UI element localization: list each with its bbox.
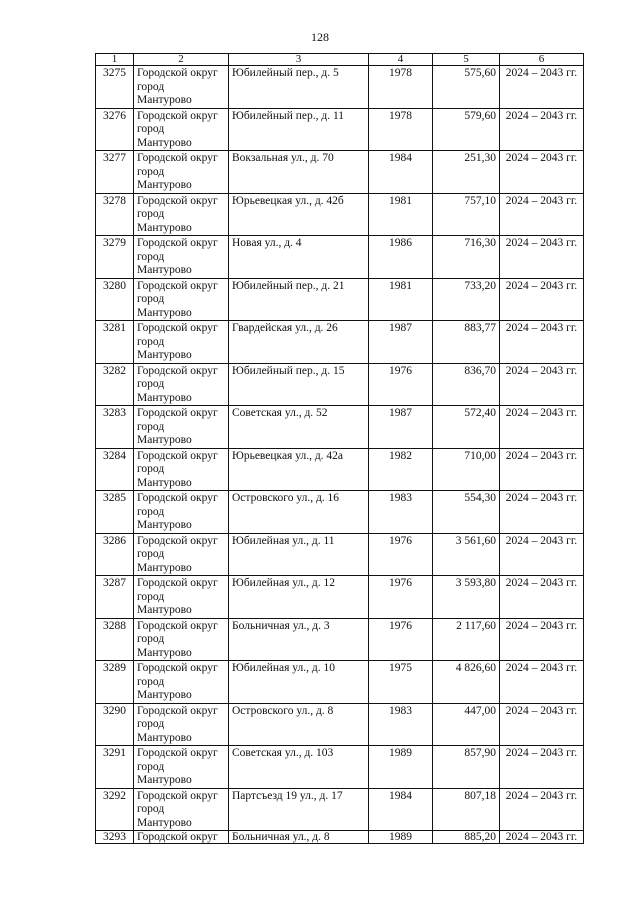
municipality-name-line: Мантурово <box>137 94 192 106</box>
table-row <box>96 406 584 449</box>
municipality-name-line: Городской округ <box>137 831 218 843</box>
address-cell: Юбилейная ул., д. 11 <box>229 533 369 576</box>
municipality-cell <box>134 66 229 109</box>
period-cell: 2024 – 2043 гг. <box>500 618 584 661</box>
period-cell: 2024 – 2043 гг. <box>500 278 584 321</box>
year-cell: 1989 <box>369 746 433 789</box>
period-cell: 2024 – 2043 гг. <box>500 151 584 194</box>
municipality-name-line: город <box>137 718 165 730</box>
area-cell: 447,00 <box>433 703 500 746</box>
municipality-name-line: Городской округ <box>137 364 218 377</box>
area-cell: 885,20 <box>433 831 500 844</box>
table-row <box>96 703 584 746</box>
table-row <box>96 576 584 619</box>
municipality-name-line: Мантурово <box>137 816 192 829</box>
municipality-name-line: город <box>137 378 165 390</box>
municipality-name-line: Мантурово <box>137 689 192 701</box>
row-number-cell: 3281 <box>96 321 134 364</box>
year-cell: 1983 <box>369 703 433 746</box>
column-header-1: 1 <box>96 54 134 66</box>
column-header-4: 4 <box>369 54 433 66</box>
address-cell: Юбилейный пер., д. 11 <box>229 108 369 151</box>
municipality-cell <box>134 321 229 364</box>
table-row <box>96 661 584 704</box>
municipality-cell <box>134 193 229 236</box>
municipality-cell <box>134 278 229 321</box>
municipality-name-line: Городской округ <box>137 194 218 207</box>
area-cell: 3 561,60 <box>433 533 500 576</box>
row-number-cell: 3278 <box>96 193 134 236</box>
table-header <box>96 54 584 66</box>
municipality-cell <box>134 236 229 279</box>
municipality-name-line: Мантурово <box>137 604 192 616</box>
table-row <box>96 491 584 534</box>
area-cell: 251,30 <box>433 151 500 194</box>
address-cell: Островского ул., д. 8 <box>229 703 369 746</box>
table-body <box>96 66 584 844</box>
area-cell: 807,18 <box>433 788 500 831</box>
municipality-cell <box>134 831 229 844</box>
year-cell: 1976 <box>369 576 433 619</box>
area-cell: 710,00 <box>433 448 500 491</box>
municipality-name-line: город <box>137 505 165 518</box>
address-cell: Юбилейный пер., д. 5 <box>229 66 369 109</box>
row-number-cell: 3275 <box>96 66 134 109</box>
table-row <box>96 278 584 321</box>
period-cell: 2024 – 2043 гг. <box>500 321 584 364</box>
column-header-5: 5 <box>433 54 500 66</box>
year-cell: 1976 <box>369 533 433 576</box>
municipality-name-line: город <box>137 633 165 645</box>
municipality-cell <box>134 661 229 704</box>
municipality-name-line: Городской округ <box>137 322 218 334</box>
municipality-cell <box>134 151 229 194</box>
table-row <box>96 788 584 831</box>
row-number-cell: 3291 <box>96 746 134 789</box>
municipality-name-line: город <box>137 675 165 688</box>
period-cell: 2024 – 2043 гг. <box>500 491 584 534</box>
area-cell: 3 593,80 <box>433 576 500 619</box>
year-cell: 1978 <box>369 66 433 109</box>
table-row <box>96 66 584 109</box>
municipality-name-line: Городской округ <box>137 619 218 632</box>
address-cell: Советская ул., д. 103 <box>229 746 369 789</box>
address-cell: Больничная ул., д. 8 <box>229 831 369 844</box>
address-cell: Вокзальная ул., д. 70 <box>229 151 369 194</box>
address-cell: Юбилейный пер., д. 15 <box>229 363 369 406</box>
row-number-cell: 3279 <box>96 236 134 279</box>
municipality-name-line: город <box>137 80 165 93</box>
period-cell: 2024 – 2043 гг. <box>500 108 584 151</box>
municipality-name-line: Городской округ <box>137 704 218 717</box>
area-cell: 716,30 <box>433 236 500 279</box>
column-header-6: 6 <box>500 54 584 66</box>
municipality-name-line: Мантурово <box>137 561 192 574</box>
area-cell: 579,60 <box>433 108 500 151</box>
municipality-name-line: город <box>137 208 165 220</box>
municipality-name-line: Мантурово <box>137 306 192 319</box>
year-cell: 1976 <box>369 618 433 661</box>
municipality-cell <box>134 618 229 661</box>
municipality-name-line: город <box>137 803 165 815</box>
address-cell: Больничная ул., д. 3 <box>229 618 369 661</box>
area-cell: 4 826,60 <box>433 661 500 704</box>
row-number-cell: 3284 <box>96 448 134 491</box>
year-cell: 1976 <box>369 363 433 406</box>
table-row <box>96 321 584 364</box>
municipality-name-line: Мантурово <box>137 731 192 744</box>
municipality-name-line: Городской округ <box>137 449 218 462</box>
municipality-name-line: Городской округ <box>137 152 218 164</box>
municipality-cell <box>134 448 229 491</box>
year-cell: 1981 <box>369 278 433 321</box>
area-cell: 757,10 <box>433 193 500 236</box>
period-cell: 2024 – 2043 гг. <box>500 406 584 449</box>
municipality-name-line: Городской округ <box>137 534 218 547</box>
period-cell: 2024 – 2043 гг. <box>500 703 584 746</box>
period-cell: 2024 – 2043 гг. <box>500 831 584 844</box>
row-number-cell: 3288 <box>96 618 134 661</box>
address-cell: Юбилейная ул., д. 12 <box>229 576 369 619</box>
area-cell: 554,30 <box>433 491 500 534</box>
table-row <box>96 363 584 406</box>
municipality-name-line: Мантурово <box>137 179 192 191</box>
municipality-name-line: город <box>137 463 165 475</box>
period-cell: 2024 – 2043 гг. <box>500 448 584 491</box>
address-cell: Юрьевецкая ул., д. 42б <box>229 193 369 236</box>
area-cell: 836,70 <box>433 363 500 406</box>
municipality-name-line: город <box>137 590 165 603</box>
address-cell: Юрьевецкая ул., д. 42а <box>229 448 369 491</box>
municipality-cell <box>134 406 229 449</box>
municipality-name-line: Городской округ <box>137 789 218 802</box>
year-cell: 1978 <box>369 108 433 151</box>
table-row <box>96 533 584 576</box>
period-cell: 2024 – 2043 гг. <box>500 576 584 619</box>
municipality-name-line: город <box>137 123 165 135</box>
municipality-cell <box>134 746 229 789</box>
table-row <box>96 236 584 279</box>
municipality-name-line: Городской округ <box>137 747 218 759</box>
municipality-name-line: город <box>137 335 165 348</box>
address-cell: Юбилейная ул., д. 10 <box>229 661 369 704</box>
year-cell: 1987 <box>369 321 433 364</box>
year-cell: 1984 <box>369 151 433 194</box>
row-number-cell: 3287 <box>96 576 134 619</box>
municipality-name-line: Городской округ <box>137 279 218 292</box>
area-cell: 572,40 <box>433 406 500 449</box>
municipality-name-line: город <box>137 293 165 305</box>
municipality-name-line: город <box>137 760 165 773</box>
area-cell: 857,90 <box>433 746 500 789</box>
municipality-name-line: Мантурово <box>137 646 192 659</box>
address-cell: Партсъезд 19 ул., д. 17 <box>229 788 369 831</box>
area-cell: 733,20 <box>433 278 500 321</box>
area-cell: 883,77 <box>433 321 500 364</box>
table-row <box>96 193 584 236</box>
municipality-cell <box>134 788 229 831</box>
municipality-name-line: Мантурово <box>137 349 192 361</box>
municipality-cell <box>134 703 229 746</box>
row-number-cell: 3285 <box>96 491 134 534</box>
column-header-3: 3 <box>229 54 369 66</box>
table-row <box>96 618 584 661</box>
address-cell: Гвардейская ул., д. 26 <box>229 321 369 364</box>
period-cell: 2024 – 2043 гг. <box>500 236 584 279</box>
table-row <box>96 448 584 491</box>
area-cell: 575,60 <box>433 66 500 109</box>
area-cell: 2 117,60 <box>433 618 500 661</box>
period-cell: 2024 – 2043 гг. <box>500 363 584 406</box>
period-cell: 2024 – 2043 гг. <box>500 788 584 831</box>
municipality-name-line: город <box>137 548 165 560</box>
municipality-name-line: Городской округ <box>137 67 218 79</box>
table-row <box>96 151 584 194</box>
row-number-cell: 3277 <box>96 151 134 194</box>
year-cell: 1987 <box>369 406 433 449</box>
municipality-name-line: Мантурово <box>137 519 192 531</box>
year-cell: 1984 <box>369 788 433 831</box>
row-number-cell: 3286 <box>96 533 134 576</box>
municipality-name-line: Городской округ <box>137 662 218 674</box>
year-cell: 1983 <box>369 491 433 534</box>
municipality-cell <box>134 576 229 619</box>
municipality-name-line: Городской округ <box>137 407 218 419</box>
municipality-name-line: город <box>137 165 165 178</box>
municipality-name-line: Городской округ <box>137 492 218 504</box>
municipality-cell <box>134 533 229 576</box>
table-row <box>96 831 584 844</box>
table-row <box>96 108 584 151</box>
municipality-name-line: Городской округ <box>137 109 218 122</box>
address-cell: Советская ул., д. 52 <box>229 406 369 449</box>
row-number-cell: 3280 <box>96 278 134 321</box>
municipality-cell <box>134 108 229 151</box>
row-number-cell: 3282 <box>96 363 134 406</box>
row-number-cell: 3289 <box>96 661 134 704</box>
period-cell: 2024 – 2043 гг. <box>500 661 584 704</box>
year-cell: 1975 <box>369 661 433 704</box>
row-number-cell: 3283 <box>96 406 134 449</box>
municipality-name-line: город <box>137 250 165 263</box>
municipality-cell <box>134 363 229 406</box>
municipality-cell <box>134 491 229 534</box>
row-number-cell: 3290 <box>96 703 134 746</box>
period-cell: 2024 – 2043 гг. <box>500 533 584 576</box>
period-cell: 2024 – 2043 гг. <box>500 66 584 109</box>
page-number: 128 <box>311 30 329 44</box>
housing-registry-table <box>95 53 584 844</box>
municipality-name-line: Городской округ <box>137 237 218 249</box>
address-cell: Островского ул., д. 16 <box>229 491 369 534</box>
municipality-name-line: Мантурово <box>137 434 192 446</box>
year-cell: 1986 <box>369 236 433 279</box>
year-cell: 1989 <box>369 831 433 844</box>
year-cell: 1982 <box>369 448 433 491</box>
address-cell: Юбилейный пер., д. 21 <box>229 278 369 321</box>
municipality-name-line: Мантурово <box>137 264 192 276</box>
municipality-name-line: Мантурово <box>137 136 192 149</box>
municipality-name-line: Мантурово <box>137 221 192 234</box>
municipality-name-line: Городской округ <box>137 577 218 589</box>
municipality-name-line: Мантурово <box>137 774 192 786</box>
row-number-cell: 3293 <box>96 831 134 844</box>
municipality-name-line: город <box>137 420 165 433</box>
municipality-name-line: Мантурово <box>137 391 192 404</box>
table-row <box>96 746 584 789</box>
column-header-2: 2 <box>134 54 229 66</box>
address-cell: Новая ул., д. 4 <box>229 236 369 279</box>
period-cell: 2024 – 2043 гг. <box>500 193 584 236</box>
period-cell: 2024 – 2043 гг. <box>500 746 584 789</box>
year-cell: 1981 <box>369 193 433 236</box>
row-number-cell: 3292 <box>96 788 134 831</box>
municipality-name-line: Мантурово <box>137 476 192 489</box>
header-row <box>96 54 584 66</box>
row-number-cell: 3276 <box>96 108 134 151</box>
